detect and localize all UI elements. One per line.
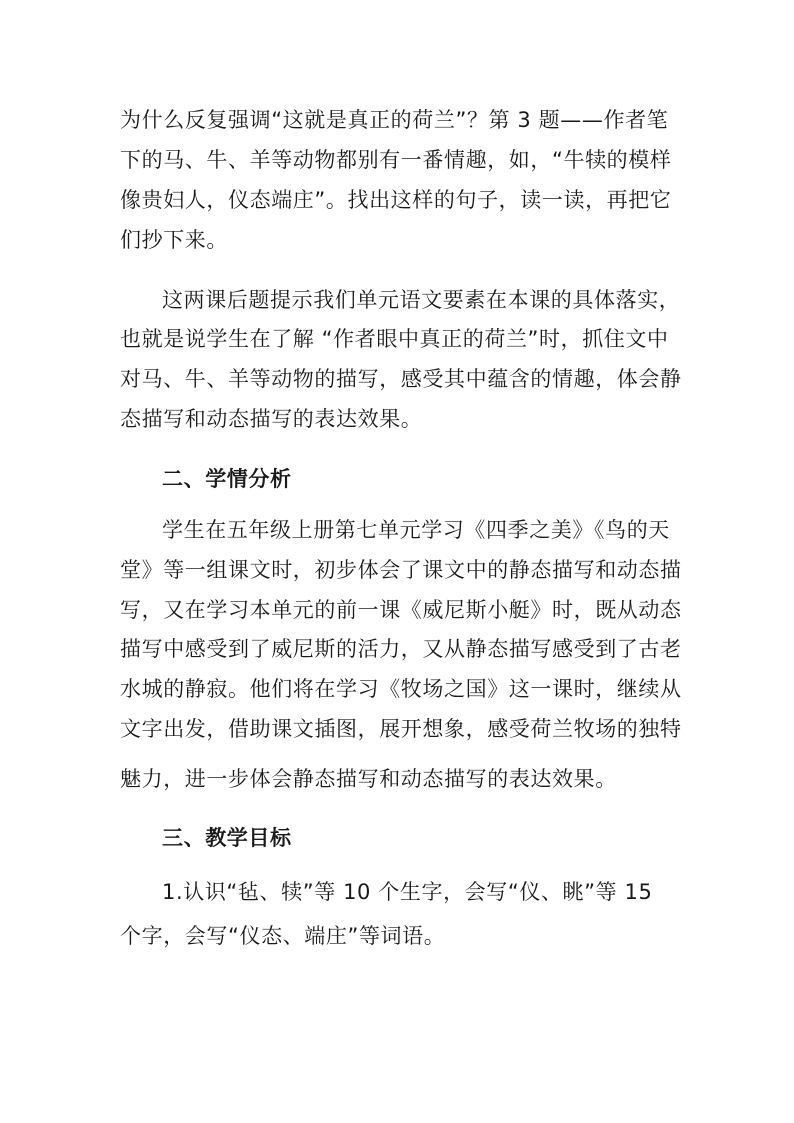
paragraph-line: 堂》等一组课文时，初步体会了课文中的静态描写和动态描 [120, 558, 682, 582]
paragraph-line: 也就是说学生在了解 “作者眼中真正的荷兰”时，抓住文中 [120, 327, 669, 351]
paragraph-line: 学生在五年级上册第七单元学习《四季之美》《鸟的天 [162, 518, 670, 542]
paragraph-line: 为什么反复强调“这就是真正的荷兰”？第 3 题——作者笔 [120, 108, 669, 132]
paragraph-line: 魅力，进一步体会静态描写和动态描写的表达效果。 [120, 767, 617, 791]
section-heading: 二、学情分析 [162, 467, 292, 491]
section-heading: 三、教学目标 [162, 826, 292, 850]
paragraph-line: 描写中感受到了威尼斯的活力，又从静态描写感受到了古老 [120, 637, 682, 661]
paragraph-line: 对马、牛、羊等动物的描写，感受其中蕴含的情趣，体会静 [120, 367, 682, 391]
paragraph-line: 水城的静寂。他们将在学习《牧场之国》这一课时，继续从 [120, 677, 682, 701]
paragraph-line: 像贵妇人，仪态端庄”。找出这样的句子，读一读，再把它 [120, 188, 672, 212]
paragraph-line: 个字，会写“仪态、端庄”等词语。 [120, 924, 446, 948]
paragraph-line: 这两课后题提示我们单元语文要素在本课的具体落实， [162, 288, 681, 312]
paragraph-line: 们抄下来。 [120, 228, 228, 252]
paragraph-line: 态描写和动态描写的表达效果。 [120, 407, 423, 431]
paragraph-line: 1.认识“毡、犊”等 10 个生字，会写“仪、眺”等 15 [162, 880, 653, 904]
paragraph-line: 文字出发，借助课文插图，展开想象，感受荷兰牧场的独特 [120, 717, 682, 741]
paragraph-line: 下的马、牛、羊等动物都别有一番情趣，如，“牛犊的模样 [120, 148, 672, 172]
paragraph-line: 写，又在学习本单元的前一课《威尼斯小艇》时，既从动态 [120, 598, 682, 622]
